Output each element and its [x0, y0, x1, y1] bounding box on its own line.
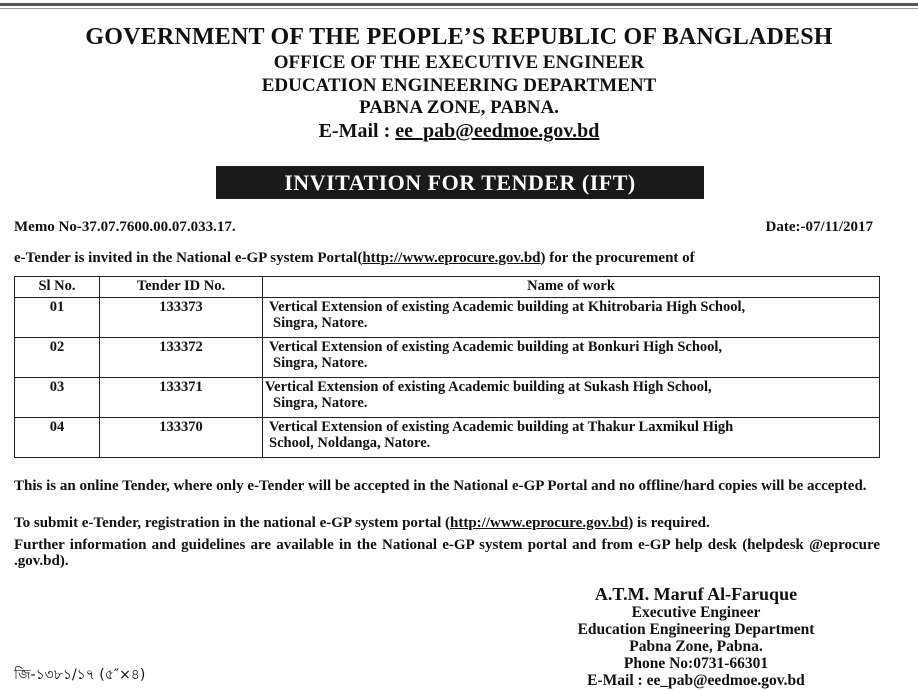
registration-after: ) is required.	[628, 515, 710, 531]
table-row	[15, 338, 880, 378]
cell-work	[263, 338, 880, 378]
cell-work	[263, 298, 880, 338]
cell-work	[263, 418, 880, 458]
cell-tender-id: 133371	[100, 378, 263, 418]
signatory-name: A.T.M. Maruf Al-Faruque	[594, 584, 798, 604]
top-rule	[0, 3, 918, 6]
header-tender-id: Tender ID No.	[100, 277, 263, 298]
cell-tender-id: 133373	[100, 298, 263, 338]
cell-sl: 01	[15, 298, 100, 338]
table-header-row	[15, 277, 880, 298]
eprocure-link-2[interactable]: http://www.eprocure.gov.bd	[449, 515, 629, 531]
memo-date: Date:-07/11/2017	[765, 219, 873, 235]
work-line: Vertical Extension of existing Academic building at Khitrobaria High School,	[269, 299, 746, 315]
cell-sl: 03	[15, 378, 100, 418]
tender-table	[14, 276, 880, 458]
zone-title: PABNA ZONE, PABNA.	[359, 97, 559, 118]
email-address[interactable]: ee_pab@eedmoe.gov.bd	[395, 120, 600, 142]
header-email	[0, 120, 918, 143]
work-line: Vertical Extension of existing Academic building at Thakur Laxmikul High	[269, 419, 734, 435]
table-row	[15, 418, 880, 458]
table-row	[15, 298, 880, 338]
publication-code: জি-১৩৮১/১৭ (৫″×৪)	[14, 667, 146, 683]
cell-work	[263, 378, 880, 418]
registration-before: To submit e-Tender, registration in the national e-GP system portal (	[14, 515, 450, 531]
online-tender-note: This is an online Tender, where only e-Tender will be accepted in the National e-GP Portal and no offline/hard copies will be accepted.	[14, 478, 867, 494]
header-sl: Sl No.	[15, 277, 100, 298]
signatory-department: Education Engineering Department	[577, 621, 815, 638]
registration-note	[14, 515, 880, 531]
office-title: OFFICE OF THE EXECUTIVE ENGINEER	[273, 52, 645, 73]
intro-before: e-Tender is invited in the National e-GP system Portal(	[14, 250, 363, 266]
work-line: Vertical Extension of existing Academic building at Bonkuri High School,	[269, 339, 723, 355]
signatory-email: E-Mail : ee_pab@eedmoe.gov.bd	[587, 672, 805, 689]
signatory-title: Executive Engineer	[631, 604, 761, 621]
memo-number: Memo No-37.07.7600.00.07.033.17.	[14, 219, 236, 235]
cell-tender-id: 133370	[100, 418, 263, 458]
cell-sl: 04	[15, 418, 100, 458]
government-title: GOVERNMENT OF THE PEOPLE’S REPUBLIC OF BANGLADESH	[85, 24, 833, 50]
work-line: Singra, Natore.	[273, 315, 368, 331]
work-line: Vertical Extension of existing Academic building at Sukash High School,	[265, 379, 712, 395]
ift-banner: INVITATION FOR TENDER (IFT)	[216, 166, 704, 199]
eprocure-link[interactable]: http://www.eprocure.gov.bd	[362, 250, 541, 266]
further-info-note: Further information and guidelines are available in the National e-GP system portal and from e-GP help desk (helpdesk @eprocure .gov.bd).	[14, 537, 880, 569]
work-line: School, Noldanga, Natore.	[269, 435, 431, 451]
signatory-zone: Pabna Zone, Pabna.	[629, 638, 763, 655]
work-line: Singra, Natore.	[273, 395, 368, 411]
header-name-of-work: Name of work	[263, 277, 880, 298]
department-title: EDUCATION ENGINEERING DEPARTMENT	[261, 75, 657, 96]
work-line: Singra, Natore.	[273, 355, 368, 371]
intro-after: ) for the procurement of	[540, 250, 695, 266]
top-rule-thin	[0, 8, 918, 9]
signatory-phone: Phone No:0731-66301	[623, 655, 769, 672]
table-row	[15, 378, 880, 418]
email-label: E-Mail :	[318, 120, 396, 142]
intro-text	[14, 250, 695, 267]
cell-tender-id: 133372	[100, 338, 263, 378]
cell-sl: 02	[15, 338, 100, 378]
